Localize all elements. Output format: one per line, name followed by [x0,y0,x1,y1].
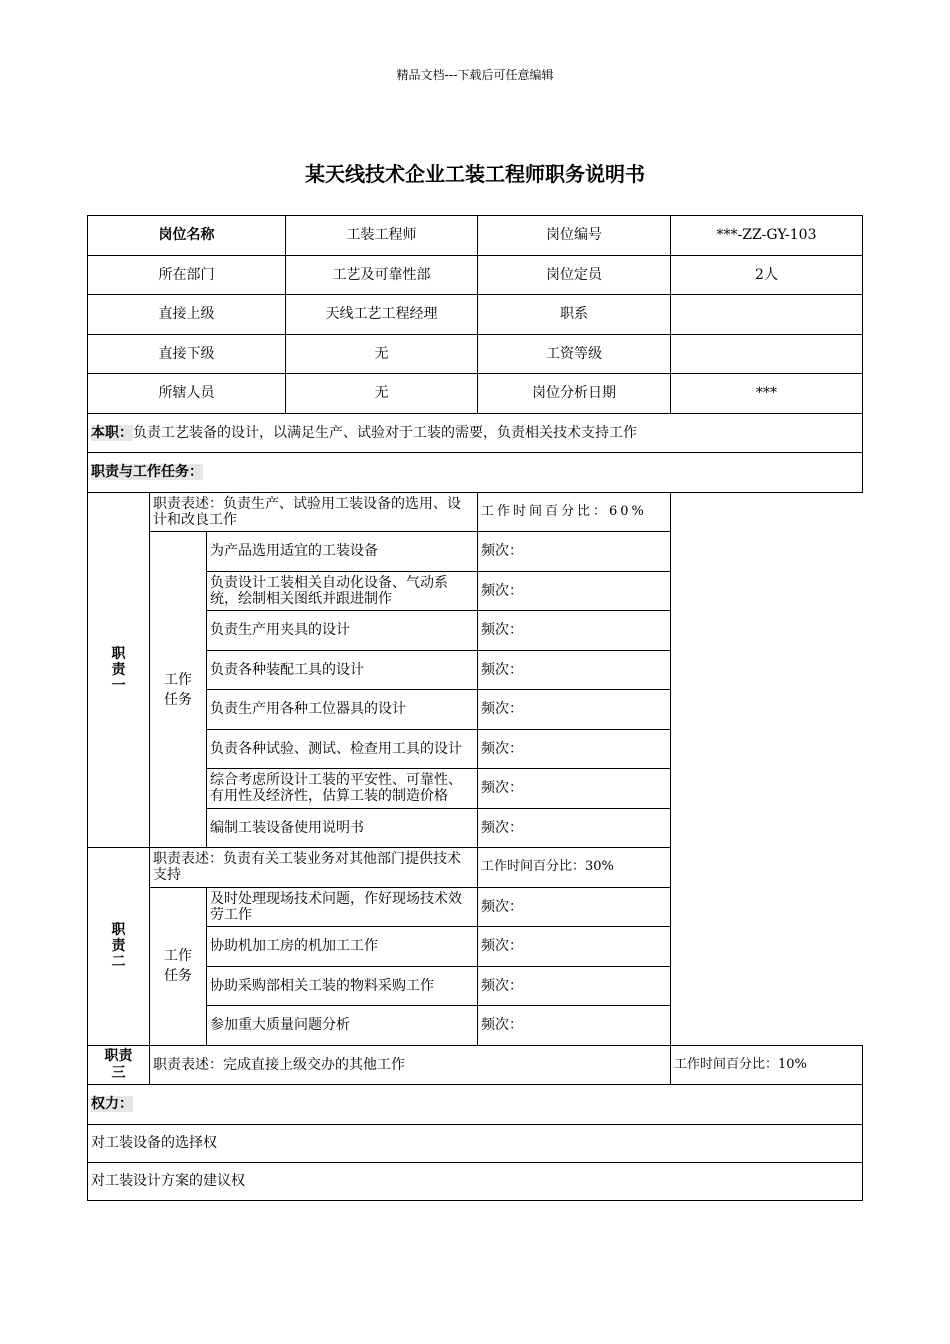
resp1-task-freq: 频次： [478,690,671,730]
resp1-task-text: 编制工装设备使用说明书 [207,808,478,848]
resp1-task-freq: 频次： [478,571,671,611]
duty-cell [88,413,863,453]
resp2-desc: 职责表述：负责有关工装业务对其他部门提供技术支持 [150,848,478,888]
resp1-task-freq: 频次： [478,650,671,690]
resp3-label-cell [88,1045,150,1085]
authority-item-row [88,1162,863,1200]
resp1-task-label-cell [150,532,207,848]
resp2-label-cell [88,848,150,1046]
responsibilities-header-cell [88,453,863,493]
authority-header-cell [88,1085,863,1125]
duty-label: 本职： [91,424,133,441]
series-label: 职系 [478,295,671,335]
info-row-subordinate [88,334,863,374]
analysis-date-value: *** [671,374,863,414]
resp2-task-freq: 频次： [478,966,671,1006]
resp2-task-freq: 频次： [478,927,671,967]
info-row-post [88,216,863,256]
resp2-task-label-cell [150,887,207,1045]
resp2-task-text: 参加重大质量问题分析 [207,1006,478,1046]
responsibilities-header: 职责与工作任务： [91,464,203,481]
post-code-label: 岗位编号 [478,216,671,256]
resp1-task-row [88,532,863,572]
info-row-staff [88,374,863,414]
quota-value: 2人 [671,255,863,295]
resp1-time: 工作时间百分比：60% [478,492,671,532]
authority-item: 对工装设计方案的建议权 [88,1162,863,1200]
dept-value: 工艺及可靠性部 [286,255,478,295]
resp1-desc: 职责表述：负责生产、试验用工装设备的选用、设计和改良工作 [150,492,478,532]
resp1-task-text: 负责设计工装相关自动化设备、气动系统，绘制相关图纸并跟进制作 [207,571,478,611]
resp1-task-text: 负责各种试验、测试、检查用工具的设计 [207,729,478,769]
resp1-task-freq: 频次： [478,532,671,572]
resp3-desc: 职责表述：完成直接上级交办的其他工作 [150,1045,671,1085]
authority-label: 权力： [91,1096,133,1113]
staff-value: 无 [286,374,478,414]
resp1-task-freq: 频次： [478,611,671,651]
header-note: 精品文档---下载后可任意编辑 [396,68,554,82]
resp1-task-label: 工作任务 [163,671,192,708]
resp1-task-freq: 频次： [478,808,671,848]
resp2-task-row [88,887,863,927]
responsibilities-header-row [88,453,863,493]
post-code-value: ***-ZZ-GY-103 [671,216,863,256]
resp2-task-text: 及时处理现场技术问题，作好现场技术效劳工作 [207,887,478,927]
grade-value [671,334,863,374]
resp3-time: 工作时间百分比：10% [671,1045,863,1085]
authority-header-row [88,1085,863,1125]
resp2-task-label: 工作任务 [163,948,192,984]
resp1-task-text: 负责各种装配工具的设计 [207,650,478,690]
resp2-label: 职责二 [111,922,126,971]
duty-text: 负责工艺装备的设计，以满足生产、试验对于工装的需要，负责相关技术支持工作 [133,424,637,441]
page-title: 某天线技术企业工装工程师职务说明书 [305,162,645,186]
subordinate-label: 直接下级 [88,334,286,374]
authority-item: 对工装设备的选择权 [88,1124,863,1162]
resp1-task-freq: 频次： [478,729,671,769]
post-name-label: 岗位名称 [88,216,286,256]
grade-label: 工资等级 [478,334,671,374]
info-row-superior [88,295,863,335]
resp1-label-cell [88,492,150,848]
resp2-time: 工作时间百分比：30% [478,848,671,888]
resp1-label: 职责一 [111,645,126,694]
resp3-row [88,1045,863,1085]
resp1-task-text: 综合考虑所设计工装的平安性、可靠性、有用性及经济性，估算工装的制造价格 [207,769,478,809]
superior-value: 天线工艺工程经理 [286,295,478,335]
resp2-task-freq: 频次： [478,887,671,927]
resp2-task-text: 协助机加工房的机加工工作 [207,927,478,967]
duty-row [88,413,863,453]
post-name-value: 工装工程师 [286,216,478,256]
superior-label: 直接上级 [88,295,286,335]
resp1-task-freq: 频次： [478,769,671,809]
analysis-date-label: 岗位分析日期 [478,374,671,414]
subordinate-value: 无 [286,334,478,374]
resp1-task-text: 负责生产用各种工位器具的设计 [207,690,478,730]
series-value [671,295,863,335]
job-description-table [87,215,863,1201]
resp2-task-text: 协助采购部相关工装的物料采购工作 [207,966,478,1006]
resp3-label: 职责三 [104,1047,133,1081]
dept-label: 所在部门 [88,255,286,295]
resp1-desc-row [88,492,863,532]
resp2-desc-row [88,848,863,888]
quota-label: 岗位定员 [478,255,671,295]
resp1-task-text: 负责生产用夹具的设计 [207,611,478,651]
staff-label: 所辖人员 [88,374,286,414]
resp2-task-freq: 频次： [478,1006,671,1046]
authority-item-row [88,1124,863,1162]
resp1-task-text: 为产品选用适宜的工装设备 [207,532,478,572]
info-row-dept [88,255,863,295]
